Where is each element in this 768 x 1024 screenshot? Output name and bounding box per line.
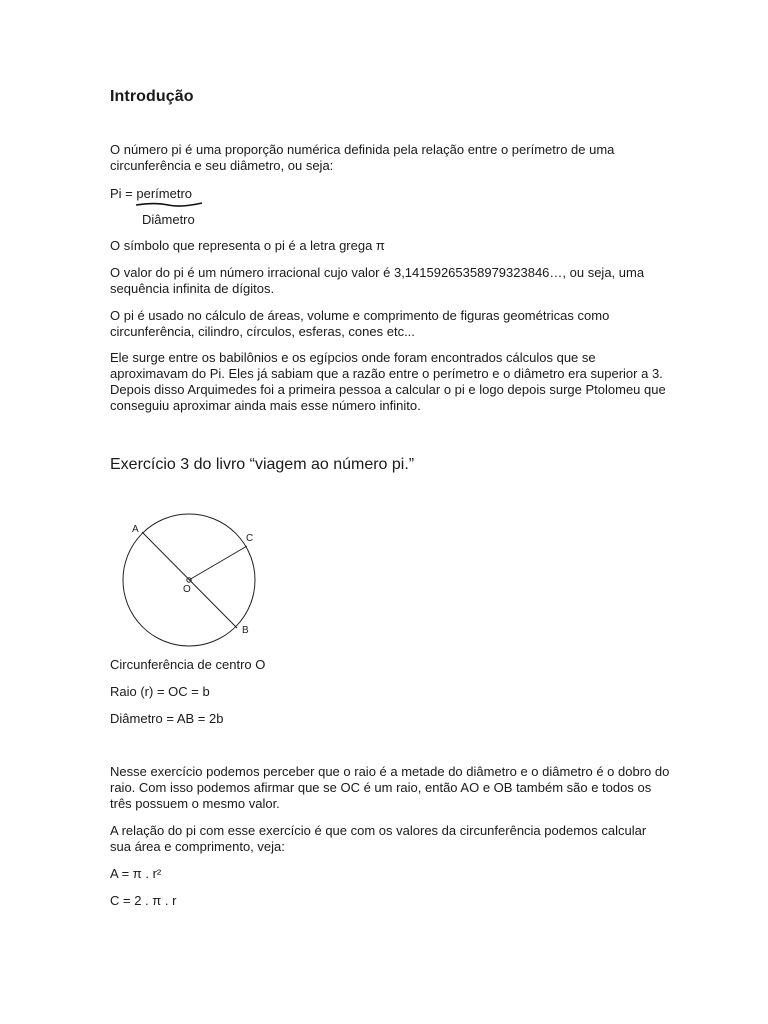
intro-heading: Introdução	[110, 88, 194, 105]
pi-formula-left: Pi =	[110, 186, 137, 201]
circumference-formula: C = 2 . π . r	[110, 893, 177, 908]
label-b: B	[242, 625, 249, 636]
intro-paragraph-3: O valor do pi é um número irracional cujo valor é 3,14159265358979323846…, ou seja, uma sequência infinita de dígitos.	[110, 265, 645, 296]
label-a: A	[132, 524, 139, 535]
exercise-line-3: Diâmetro = AB = 2b	[110, 711, 224, 726]
intro-paragraph-2: O símbolo que representa o pi é a letra grega π	[110, 238, 385, 253]
area-formula: A = π . r²	[110, 866, 162, 881]
circle-figure	[110, 510, 280, 660]
exercise-paragraph-1: Nesse exercício podemos perceber que o raio é a metade do diâmetro e o diâmetro é o dobro do raio. Com isso podemos afirmar que se OC é um raio, então AO e OB também são e todos os três possuem o mesmo valor.	[110, 764, 670, 811]
label-c: C	[246, 533, 254, 544]
exercise-heading: Exercício 3 do livro “viagem ao número pi.”	[110, 456, 415, 473]
pi-formula-numerator: perímetro	[136, 186, 193, 201]
exercise-paragraph-2: A relação do pi com esse exercício é que com os valores da circunferência podemos calcular sua área e comprimento, veja:	[110, 823, 647, 854]
intro-paragraph-1: O número pi é uma proporção numérica definida pela relação entre o perímetro de uma circunferência e seu diâmetro, ou seja:	[110, 142, 615, 173]
intro-paragraph-5: Ele surge entre os babilônios e os egípcios onde foram encontrados cálculos que se aproximavam do Pi. Eles já sabiam que a razão entre o perímetro e o diâmetro era superior a 3. Depois disso Arquimedes foi a primeira pessoa a calcular o pi e logo depois surge Ptolomeu que conseguiu aproximar ainda mais esse número infinito.	[110, 350, 666, 413]
exercise-line-1: Circunferência de centro O	[110, 657, 266, 672]
radius-oc	[189, 546, 247, 580]
pi-formula-denominator: Diâmetro	[142, 212, 195, 227]
label-o: O	[183, 584, 191, 595]
pi-formula	[110, 186, 192, 202]
exercise-line-2: Raio (r) = OC = b	[110, 684, 210, 699]
intro-paragraph-4: O pi é usado no cálculo de áreas, volume e comprimento de figuras geométricas como circunferência, cilindro, círculos, esferas, cones etc...	[110, 308, 610, 339]
